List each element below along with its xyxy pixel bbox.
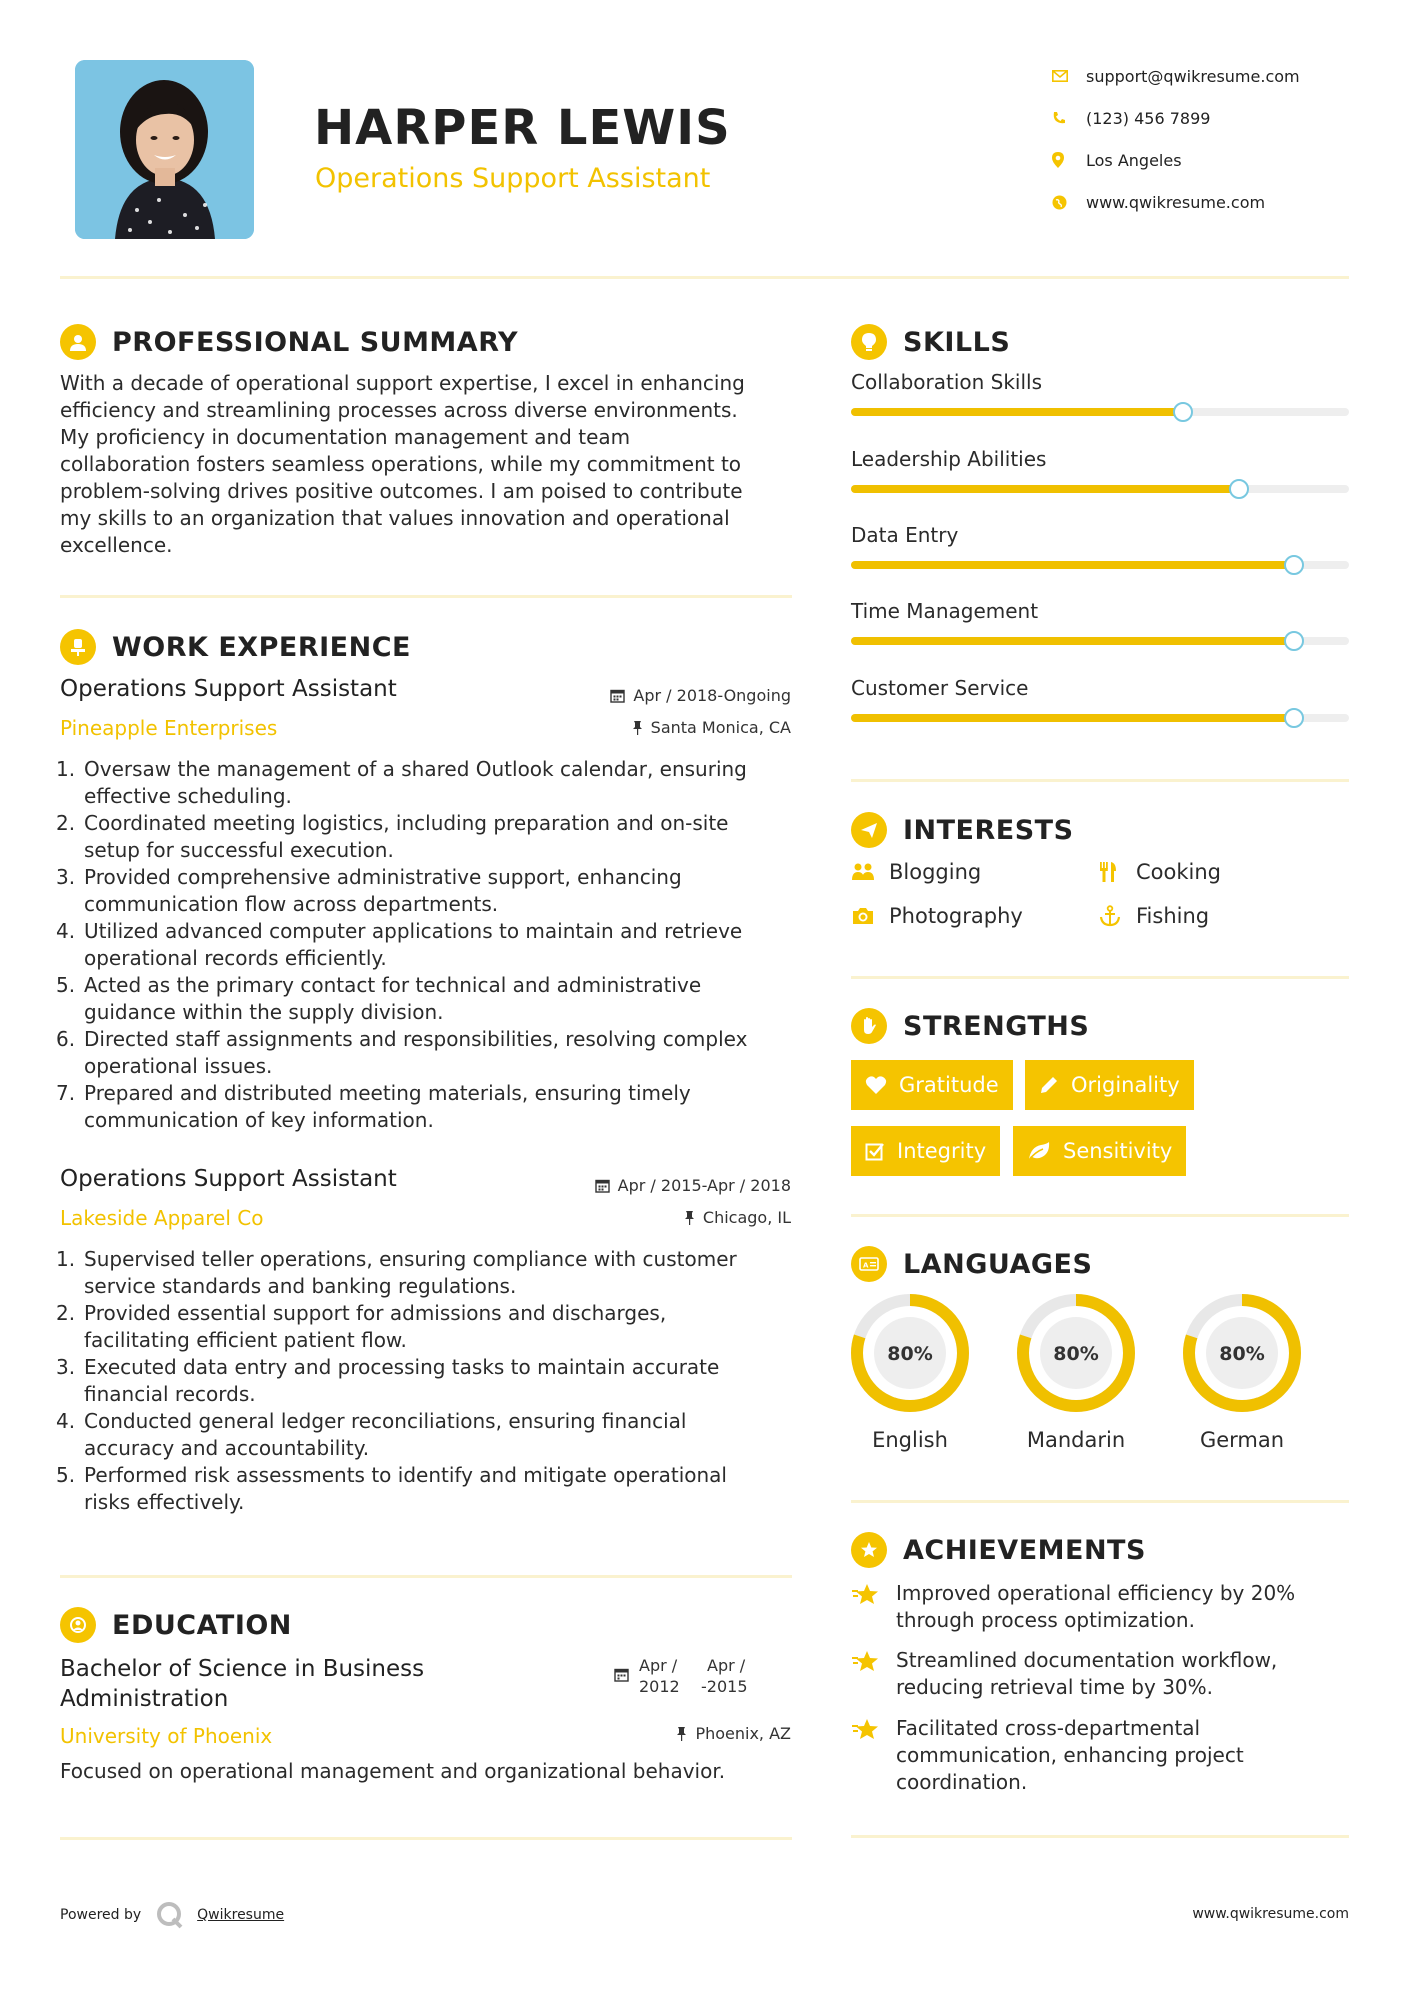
section-divider [60, 1575, 792, 1578]
skill-bar [851, 714, 1349, 722]
strength-label: Sensitivity [1063, 1139, 1173, 1163]
education-location [676, 1724, 791, 1743]
strength-tag [1013, 1126, 1186, 1176]
list-item: 2. Coordinated meeting logistics, including preparation and on-site setup for successful execution. [56, 811, 729, 862]
edu-start-year: 2012 [639, 1677, 680, 1696]
job-title: Operations Support Assistant [60, 1166, 397, 1192]
education-description: Focused on operational management and organizational behavior. [60, 1759, 726, 1783]
achievement-line: Facilitated cross-departmental [896, 1716, 1201, 1740]
section-title: STRENGTHS [903, 1010, 1090, 1042]
achievement-item [851, 1580, 1349, 1634]
contact-text: www.qwikresume.com [1086, 192, 1266, 212]
globe-icon [1050, 195, 1086, 210]
edu-end-year: 2015 [706, 1677, 748, 1696]
language-donut [1181, 1292, 1303, 1414]
utensils-icon [1098, 861, 1136, 883]
achievement-line: coordination. [896, 1770, 1028, 1794]
job-location [684, 1208, 791, 1227]
language-donut [849, 1292, 971, 1414]
section-title: EDUCATION [112, 1609, 292, 1641]
education-date [614, 1655, 748, 1697]
strength-label: Originality [1071, 1073, 1180, 1097]
job-duties [56, 1246, 800, 1516]
language-icon [851, 1246, 887, 1282]
summary-line: collaboration fosters seamless operations, while my commitment to [60, 452, 742, 476]
language-name: German [1199, 1428, 1285, 1452]
achievement-item [851, 1647, 1349, 1701]
section-divider [851, 1214, 1349, 1217]
section-title: INTERESTS [903, 814, 1074, 846]
skill-item [851, 599, 1349, 645]
calendar-icon [610, 688, 625, 703]
pencil-icon [1039, 1075, 1059, 1095]
skill-bar-fill [851, 485, 1239, 493]
skill-name: Leadership Abilities [851, 447, 1047, 471]
header-divider [60, 276, 1349, 279]
skill-bar-fill [851, 714, 1294, 722]
degree-title [60, 1654, 424, 1714]
job-location [632, 718, 791, 737]
interest-item [1098, 904, 1209, 928]
language-item [849, 1292, 971, 1452]
interests-heading [851, 812, 1074, 848]
summary-heading [60, 324, 518, 360]
language-percent: 80% [1219, 1343, 1265, 1365]
edu-date-sep: - [701, 1677, 707, 1696]
interest-item [851, 860, 981, 884]
skill-bar-fill [851, 561, 1294, 569]
footer-site-link[interactable]: www.qwikresume.com [1192, 1906, 1349, 1922]
paper-plane-icon [851, 812, 887, 848]
language-item [1181, 1292, 1303, 1452]
lightbulb-icon [851, 324, 887, 360]
skill-bar [851, 485, 1349, 493]
star-icon [851, 1647, 896, 1701]
skill-slider-knob[interactable] [1284, 708, 1304, 728]
interest-label: Fishing [1136, 904, 1210, 928]
section-divider [851, 779, 1349, 782]
users-icon [851, 862, 889, 882]
contact-list [1050, 55, 1300, 223]
summary-line: problem-solving drives positive outcomes. I am poised to contribute [60, 479, 743, 503]
list-item: 1. Supervised teller operations, ensuring compliance with customer service standards and banking regulations. [56, 1247, 737, 1298]
svg-text:A: A [863, 1261, 869, 1270]
skill-item [851, 676, 1349, 722]
location-icon [1050, 152, 1086, 168]
skill-item [851, 523, 1349, 569]
section-divider [60, 595, 792, 598]
contact-text: Los Angeles [1086, 150, 1182, 170]
achievement-line: Improved operational efficiency by 20% [896, 1581, 1296, 1605]
section-title: WORK EXPERIENCE [112, 631, 411, 663]
hand-icon [851, 1008, 887, 1044]
anchor-icon [1098, 905, 1136, 927]
language-name: English [872, 1428, 948, 1452]
candidate-role: Operations Support Assistant [315, 163, 711, 194]
skill-bar [851, 561, 1349, 569]
list-item: 2. Provided essential support for admissions and discharges, facilitating efficient patient flow. [56, 1301, 667, 1352]
list-item: 7. Prepared and distributed meeting materials, ensuring timely communication of key information. [56, 1081, 691, 1132]
powered-by-text: Powered by [60, 1907, 142, 1923]
achievement-item [851, 1715, 1349, 1796]
education-location-text: Phoenix, AZ [695, 1724, 791, 1743]
strength-label: Integrity [897, 1139, 987, 1163]
contact-email[interactable] [1050, 55, 1300, 97]
edu-end-month: Apr / [707, 1656, 746, 1675]
section-title: LANGUAGES [903, 1248, 1093, 1280]
calendar-icon [614, 1667, 629, 1682]
section-title: ACHIEVEMENTS [903, 1534, 1146, 1566]
calendar-icon [595, 1178, 610, 1193]
job-title: Operations Support Assistant [60, 676, 397, 702]
star-icon [851, 1580, 896, 1634]
skill-bar [851, 637, 1349, 645]
job-date-text: Apr / 2015-Apr / 2018 [617, 1176, 791, 1195]
contact-phone[interactable] [1050, 97, 1300, 139]
skill-bar [851, 408, 1349, 416]
summary-line: my skills to an organization that values innovation and operational [60, 506, 730, 530]
contact-website[interactable] [1050, 181, 1300, 223]
contact-text: support@qwikresume.com [1086, 66, 1300, 86]
list-item: 5. Acted as the primary contact for technical and administrative guidance within the supply division. [56, 973, 702, 1024]
contact-location [1050, 139, 1300, 181]
language-donut [1015, 1292, 1137, 1414]
skill-slider-knob[interactable] [1173, 402, 1193, 422]
pin-icon [684, 1210, 695, 1225]
contact-text: (123) 456 7899 [1086, 108, 1211, 128]
summary-text [60, 370, 800, 559]
list-item: 3. Executed data entry and processing tasks to maintain accurate financial records. [56, 1355, 720, 1406]
achievement-line: Streamlined documentation workflow, [896, 1648, 1278, 1672]
heart-icon [865, 1075, 887, 1095]
school-name: University of Phoenix [60, 1724, 273, 1748]
strength-tag [1025, 1060, 1194, 1110]
brand-link[interactable]: Qwikresume [197, 1907, 285, 1923]
skill-bar-fill [851, 408, 1183, 416]
achievements-heading [851, 1532, 1146, 1568]
education-heading [60, 1607, 292, 1643]
achievement-line: communication, enhancing project [896, 1743, 1244, 1767]
skills-heading [851, 324, 1010, 360]
summary-line: My proficiency in documentation management and team [60, 425, 631, 449]
job-date [595, 1176, 791, 1195]
star-icon [851, 1715, 896, 1796]
list-item: 1. Oversaw the management of a shared Outlook calendar, ensuring effective scheduling. [56, 757, 747, 808]
footer-powered [60, 1900, 284, 1930]
section-title: PROFESSIONAL SUMMARY [112, 326, 519, 358]
experience-heading [60, 629, 411, 665]
skill-name: Data Entry [851, 523, 959, 547]
check-square-icon [865, 1141, 885, 1161]
languages-heading [851, 1246, 1092, 1282]
graduation-icon [60, 1607, 96, 1643]
star-badge-icon [851, 1532, 887, 1568]
skill-name: Customer Service [851, 676, 1029, 700]
job-company: Lakeside Apparel Co [60, 1206, 264, 1230]
job-duties [56, 756, 800, 1134]
section-divider [851, 1500, 1349, 1503]
interest-label: Photography [889, 904, 1023, 928]
camera-icon [851, 906, 889, 926]
list-item: 3. Provided comprehensive administrative support, enhancing communication flow across departments. [56, 865, 682, 916]
skill-name: Collaboration Skills [851, 370, 1043, 394]
phone-icon [1050, 111, 1086, 125]
interest-label: Blogging [889, 860, 982, 884]
job-location-text: Chicago, IL [702, 1208, 791, 1227]
strength-tag [851, 1060, 1013, 1110]
briefcase-icon [60, 629, 96, 665]
profile-photo [75, 60, 254, 239]
summary-line: With a decade of operational support expertise, I excel in enhancing [60, 371, 745, 395]
skill-item [851, 370, 1349, 416]
achievement-line: through process optimization. [896, 1608, 1195, 1632]
interest-item [851, 904, 1023, 928]
summary-line: efficiency and streamlining processes across diverse environments. [60, 398, 738, 422]
user-icon [60, 324, 96, 360]
language-percent: 80% [887, 1343, 933, 1365]
qwikresume-logo-icon [155, 1900, 185, 1930]
strengths-heading [851, 1008, 1089, 1044]
summary-line: excellence. [60, 533, 173, 557]
strength-label: Gratitude [899, 1073, 999, 1097]
pin-icon [632, 720, 643, 735]
skill-slider-knob[interactable] [1284, 555, 1304, 575]
interest-item [1098, 860, 1221, 884]
skill-item [851, 447, 1349, 493]
language-name: Mandarin [1026, 1428, 1126, 1452]
list-item: 4. Utilized advanced computer applications to maintain and retrieve operational records efficiently. [56, 919, 743, 970]
skill-slider-knob[interactable] [1229, 479, 1249, 499]
achievement-line: reducing retrieval time by 30%. [896, 1675, 1214, 1699]
strength-tag [851, 1126, 1000, 1176]
job-location-text: Santa Monica, CA [650, 718, 791, 737]
leaf-icon [1027, 1141, 1051, 1161]
skill-slider-knob[interactable] [1284, 631, 1304, 651]
mail-icon [1050, 70, 1086, 82]
pin-icon [676, 1726, 687, 1741]
job-date [610, 686, 791, 705]
candidate-name: HARPER LEWIS [314, 100, 731, 156]
list-item: 6. Directed staff assignments and responsibilities, resolving complex operational issues. [56, 1027, 748, 1078]
section-title: SKILLS [903, 326, 1011, 358]
section-divider [60, 1837, 792, 1840]
skill-name: Time Management [851, 599, 1039, 623]
language-percent: 80% [1053, 1343, 1099, 1365]
edu-start-month: Apr / [639, 1656, 678, 1675]
section-divider [851, 1835, 1349, 1838]
section-divider [851, 976, 1349, 979]
skill-bar-fill [851, 637, 1294, 645]
degree-line: Administration [60, 1686, 229, 1712]
interest-label: Cooking [1136, 860, 1221, 884]
list-item: 5. Performed risk assessments to identify and mitigate operational risks effectively. [56, 1463, 727, 1514]
language-item [1015, 1292, 1137, 1452]
job-date-text: Apr / 2018-Ongoing [633, 686, 791, 705]
job-company: Pineapple Enterprises [60, 716, 278, 740]
degree-line: Bachelor of Science in Business [60, 1656, 425, 1682]
list-item: 4. Conducted general ledger reconciliations, ensuring financial accuracy and accountability. [56, 1409, 687, 1460]
